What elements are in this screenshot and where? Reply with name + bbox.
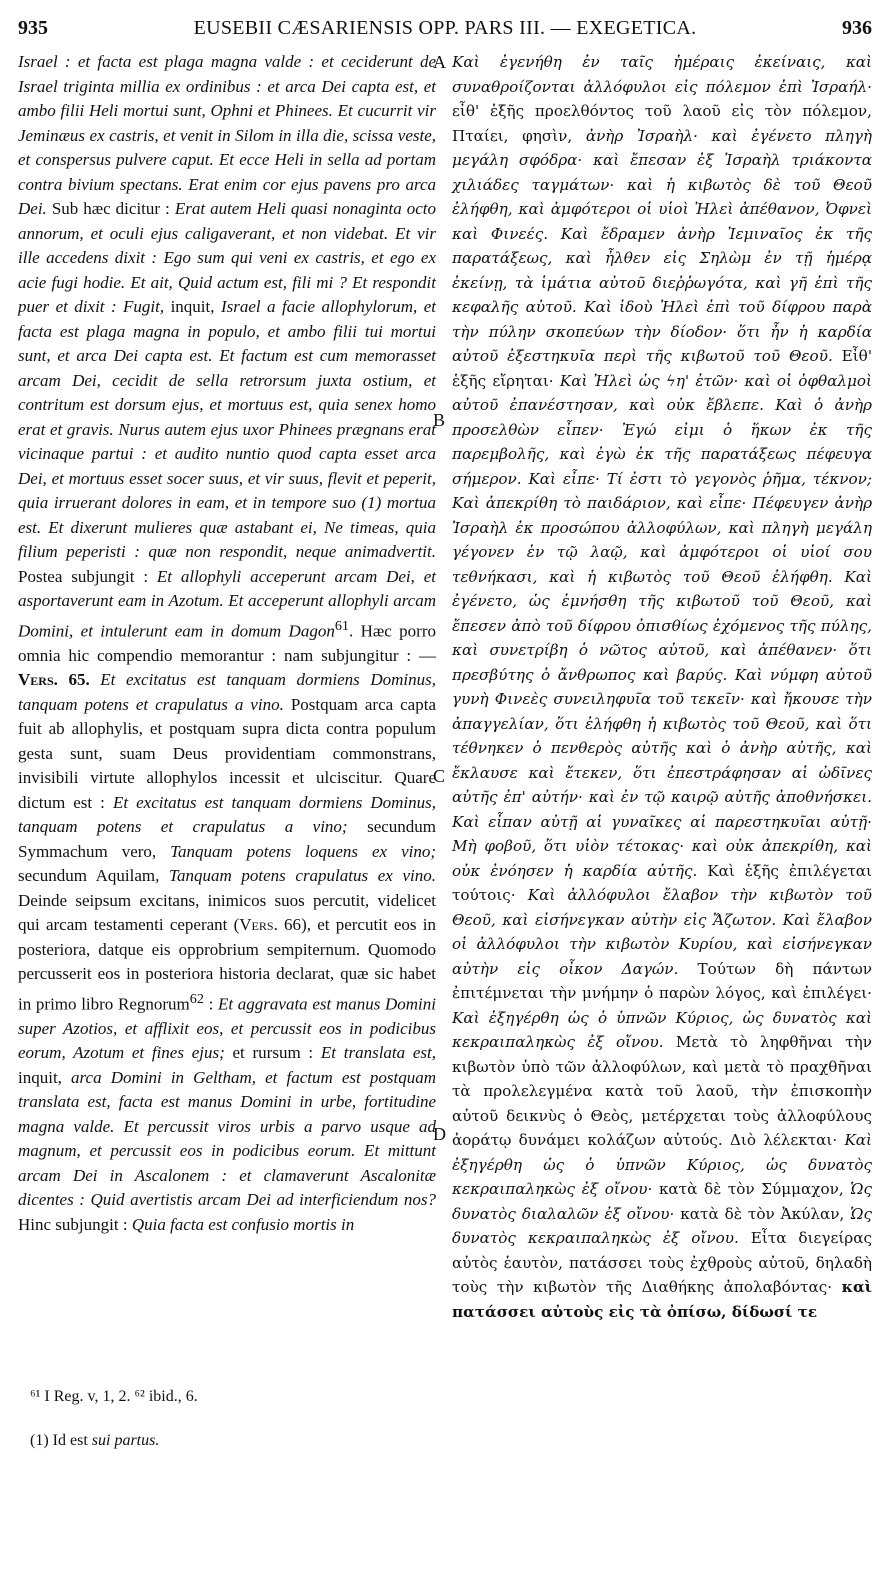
scripture-quote: Israel a facie allophylorum, et facta est plaga magna in populo, et ambo filii tui mortui sunt, et arca Dei capta est. Et factum est cum memorasset arcam Dei, cecidit de sella retrorsum juxta ostium, et contritum est dorsum ejus, et mortuus est, quia senex homo erat et gravis. Nurus autem ejus uxor Phinees prægnans erat vicinaque partui : et audito nuntio quod capta esset arca Dei, et mortuus esset socer suus, et vir suus, flevit et peperit, quia irruerant dolores in eam, et in tempore suo (1) mortua est. Et dixerunt mulieres quæ astabant ei, Ne timeas, quia filium peperisti : quæ non respondit, neque animadvertit. xyxy=(18,297,437,561)
scripture-quote: Quia facta est confusio mortis in xyxy=(131,1214,355,1234)
commentary-text: κατὰ δὲ τὸν Σύμμαχον, xyxy=(658,1180,844,1198)
footnote-references: ⁶¹ I Reg. v, 1, 2. ⁶² ibid., 6. xyxy=(30,1388,198,1405)
scripture-quote: ἀνὴρ Ἰσραὴλ· καὶ ἐγένετο πληγὴ μεγάλη σφόδρα· καὶ ἔπεσαν ἐξ Ἰσραὴλ τριάκοντα χιλιάδες ταγμάτων· καὶ ἡ κιβωτὸς δὲ τοῦ Θεοῦ ἐλήφθη, καὶ ἀμφότεροι οἱ υἱοὶ Ἠλεὶ ἀπέθανον, Ὀφνεὶ καὶ Φινεές. Καὶ ἔδραμεν ἀνὴρ Ἰεμιναῖος ἐκ τῆς παρατάξεως, καὶ ἦλθεν εἰς Σηλὼμ ἐν τῇ ἡμέρᾳ ἐκείνῃ, τὰ ἱμάτια αὐτοῦ διεῤῥωγότα, καὶ γῆ ἐπὶ τῆς κεφαλῆς αὐτοῦ. Καὶ ἰδοὺ Ἠλεὶ ἐπὶ τοῦ δίφρου παρὰ τὴν πύλην σκοπεύων τὴν δίοδον· ὅτι ἦν ἡ καρδία αὐτοῦ ἐξεστηκυῖα περὶ τῆς κιβωτοῦ τοῦ Θεοῦ. xyxy=(452,126,873,365)
commentary-text: secundum Symmachum vero, xyxy=(18,817,437,861)
scripture-quote: Ὡς δυνατὸς διαλαλῶν ἐξ οἴνου· xyxy=(452,1180,873,1223)
scripture-quote: Et excitatus est tanquam dormiens Dominus, tanquam potens et crapulatus a vino. xyxy=(18,670,436,714)
scripture-quote: Erat autem Heli quasi nonaginta octo annorum, et oculi ejus caligaverant, et non videbat. Et vir ille accedens dixit : Ego sum qui veni ex castris, et ego ex acie fugi hodie. Et ait, Quid actum est, fili mi ? Et respondit puer et dixit : Fugit, xyxy=(18,199,436,316)
commentary-text: Εἶτα διεγείρας αὐτὸς ἑαυτὸν, πατάσσει τοὺς ἐχθροὺς αὐτοῦ, δηλαδὴ τοὺς τὴν κιβωτὸν τῆς Διαθήκης ἀπολαβόντας· xyxy=(452,1229,872,1296)
commentary-text: Εἶθ' ἑξῆς εἴρηται· xyxy=(452,347,873,390)
running-title: EUSEBII CÆSARIENSIS OPP. PARS III. — EXEGETICA. xyxy=(193,17,697,39)
scripture-quote: Καὶ ἐξηγέρθη ὡς ὁ ὑπνῶν Κύριος, ὡς δυνατὸς καὶ κεκραιπαληκὼς ἐξ οἴνου. xyxy=(452,1008,872,1051)
commentary-text: Καὶ ἑξῆς ἐπιλέγεται τούτοις· xyxy=(452,861,872,904)
scripture-quote: Et translata est, xyxy=(320,1043,437,1063)
commentary-text: Postquam arca capta fuit ab allophylis, et postquam supra dicta contra populum gesta sunt, suam Deus providentiam commonstrans, invisibili virtute allophylos incessit et ulciscitur. Quare dictum est : xyxy=(18,694,436,812)
commentary-text: secundum Aquilam, xyxy=(18,866,160,886)
commentary-text: Τούτων δὴ πάντων ἐπιτέμνεται τὴν μνήμην ὁ παρὼν λόγος, καὶ ἐπιλέγει· xyxy=(452,959,872,1002)
commentary-text: . Hæc porro omnia hic compendio memorantur : nam subjungitur : — xyxy=(18,621,437,665)
scripture-quote: Tanquam potens crapulatus ex vino. xyxy=(169,866,437,886)
footnote-text: (1) Id est xyxy=(30,1432,88,1449)
scripture-quote: Καὶ Ἠλεὶ ὡς ϟη' ἐτῶν· καὶ οἱ ὀφθαλμοὶ αὐτοῦ ἐπανέστησαν, καὶ οὐκ ἔβλεπε. Καὶ ὁ ἀνὴρ προσελθὼν εἶπεν· Ἐγώ εἰμι ὁ ἥκων ἐκ τῆς παρεμβολῆς, καὶ ἐγὼ ἐκ τῆς παρατάξεως πέφευγα σήμερον. Καὶ εἶπε· Τί ἐστι τὸ γεγονὸς ῥῆμα, τέκνον; Καὶ ἀπεκρίθη τὸ παιδάριον, καὶ εἶπε· Πέφευγεν ἀνὴρ Ἰσραὴλ ἐκ προσώπου ἀλλοφύλων, καὶ πληγὴ μεγάλη γέγονεν ἐν τῷ λαῷ, καὶ ἀμφότεροι οἱ υἱοί σου τεθνήκασι, καὶ ἡ κιβωτὸς τοῦ Θεοῦ ἐλήφθη. Καὶ ἐγένετο, ὡς ἐμνήσθη τῆς κιβωτοῦ τοῦ Θεοῦ, καὶ ἔπεσεν ἀπὸ τοῦ δίφρου ὀπισθίως ἐχόμενος τῆς πύλης, καὶ συνετρίβη ὁ νῶτος αὐτοῦ, καὶ ἀπέθανεν· ὅτι πρεσβύτης ὁ ἄνθρωπος καὶ βαρύς. Καὶ νύμφη αὐτοῦ γυνὴ Φινεὲς συνειληφυῖα τοῦ τεκεῖν· καὶ ἤκουσε τὴν ἀπαγγελίαν, ὅτι ἐλήφθη ἡ κιβωτὸς τοῦ Θεοῦ, καὶ ὅτι τέθνηκεν ὁ πενθερὸς αὐτῆς καὶ ὁ ἀνὴρ αὐτῆς, καὶ ἔκλαυσε καὶ ἔτεκεν, ὅτι ἐπεστράφησαν αἱ ὠδῖνες αὐτῆς ἐπ' αὐτήν· καὶ ἐν τῷ καιρῷ αὐτῆς ἀποθνήσκει. Καὶ εἶπαν αὐτῇ αἱ γυναῖκες αἱ παρεστηκυῖαι αὐτῇ· Μὴ φοβοῦ, ὅτι υἱὸν τέτοκας· καὶ οὐκ ἀπεκρίθη, καὶ οὐκ ἐνόησεν ἡ καρδία αὐτῆς. xyxy=(452,371,872,880)
footnote-1 xyxy=(30,1430,198,1452)
page-number-left: 935 xyxy=(18,17,48,39)
footnote-ref: 62 xyxy=(189,990,204,1007)
scripture-quote: Καὶ ἐγενήθη ἐν ταῖς ἡμέραις ἐκείναις, καὶ συναθροίζονται ἀλλόφυλοι εἰς πόλεμον ἐπὶ Ἰσραήλ· xyxy=(452,53,872,96)
scripture-quote: Tanquam potens loquens ex vino; xyxy=(170,841,437,861)
verse-label: Vers. 65. xyxy=(18,670,90,690)
commentary-text: ), et percutit eos in posteriora, datque eis opprobrium sempiternum. Quomodo percusserit eos in posteriora historia declarat, quæ sic habet in primo libro Regnorum xyxy=(18,915,436,1014)
margin-marker-c: C xyxy=(433,766,446,786)
commentary-text: : xyxy=(203,994,214,1014)
commentary-text: inquit, xyxy=(170,297,215,316)
footnote-text: sui partus. xyxy=(91,1432,160,1449)
page-number-right: 936 xyxy=(842,17,872,39)
scripture-quote: Et excitatus est tanquam dormiens Dominus, tanquam potens et crapulatus a vino; xyxy=(18,792,436,837)
scripture-quote: Καὶ ἐξηγέρθη ὡς ὁ ὑπνῶν Κύριος, ὡς δυνατὸς κεκραιπαληκὼς ἐξ οἴνου· xyxy=(452,1131,872,1198)
scripture-quote: arca Domini in Geltham, et factum est postquam translata est, facta est manus Domini in urbe, fortitudine magna valde. Et percussit viros urbis a parvo usque ad magnum, et percussit eos in podicibus eorum. Et mittunt arcam Dei in Ascalonem : et clamaverunt Ascalonitæ dicentes : Quid avertistis arcam Dei ad interficiendum nos? xyxy=(18,1067,436,1210)
greek-text xyxy=(452,50,872,1324)
commentary-text: καὶ πατάσσει αὐτοὺς εἰς τὰ ὀπίσω, δίδωσί τε xyxy=(452,1278,873,1321)
verse-label: Vers. 66 xyxy=(239,915,302,935)
scripture-quote: Ὡς δυνατὸς κεκραιπαληκὼς ἐξ οἴνου. xyxy=(452,1204,872,1247)
commentary-text: Postea subjungit : xyxy=(18,566,149,586)
footnotes xyxy=(30,1386,198,1474)
greek-column xyxy=(452,50,872,1324)
scripture-quote: Israel : et facta est plaga magna valde : et ceciderunt de Israel triginta millia ex ordinibus : et arca Dei capta est, et ambo filii Heli mortui sunt, Ophni et Phinees. Et cucurrit vir Jeminæus ex castris, et venit in Silom in illa die, scissa veste, et conspersus pulvere caput. Et ecce Heli in sella ad portam contra bivium spectans. Erat enim cor ejus pavens pro arca Dei. xyxy=(18,52,436,218)
scripture-quote: Καὶ ἀλλόφυλοι ἔλαβον τὴν κιβωτὸν τοῦ Θεοῦ, καὶ εἰσήνεγκαν αὐτὴν εἰς Ἄζωτον. Καὶ ἔλαβον οἱ ἀλλόφυλοι τὴν κιβωτὸν Κυρίου, καὶ εἰσήνεγκαν αὐτὴν εἰς οἶκον Δαγών. xyxy=(452,886,872,978)
footnote-ref: 61 xyxy=(334,617,349,634)
margin-marker-a: A xyxy=(433,52,446,72)
commentary-text: inquit, xyxy=(18,1067,62,1087)
commentary-text: εἶθ' ἑξῆς προελθόντος τοῦ λαοῦ εἰς τὸν πόλεμον, Πταίει, φησὶν, xyxy=(452,102,872,145)
commentary-text: Sub hæc dicitur : xyxy=(51,199,170,218)
commentary-text: et rursum : xyxy=(232,1043,314,1063)
scripture-quote: Et allophyli acceperunt arcam Dei, et asportaverunt eam in Azotum. Et acceperunt allophyli arcam Domini, et intulerunt eam in domum Dagon xyxy=(18,566,437,641)
margin-marker-d: D xyxy=(433,1124,446,1144)
commentary-text: Μετὰ τὸ ληφθῆναι τὴν κιβωτὸν ὑπὸ τῶν ἀλλοφύλων, καὶ μετὰ τὸ πραχθῆναι τὰ προλελεγμένα κατὰ τοῦ λαοῦ, τὴν ἐπισκοπὴν αὐτοῦ δεικνὺς ὁ Θεὸς, μετέρχεται τοὺς ἀλλοφύλους ἀοράτῳ δυνάμει κολάζων αὐτούς. Διὸ λέλεκται· xyxy=(452,1033,873,1149)
page-header xyxy=(18,16,872,40)
commentary-text: κατὰ δὲ τὸν Ἀκύλαν, xyxy=(680,1204,845,1223)
scripture-quote: Et aggravata est manus Domini super Azotios, et afflixit eos, et percussit eos in podicibus eorum, Azotum et fines ejus; xyxy=(18,994,436,1063)
commentary-text: Hinc subjungit : xyxy=(18,1214,128,1234)
latin-text xyxy=(18,50,436,1237)
margin-marker-b: B xyxy=(433,410,446,430)
commentary-text: Deinde seipsum excitans, inimicos suos percutit, videlicet qui arcam testamenti ceperant ( xyxy=(18,890,436,935)
latin-column xyxy=(18,50,436,1237)
